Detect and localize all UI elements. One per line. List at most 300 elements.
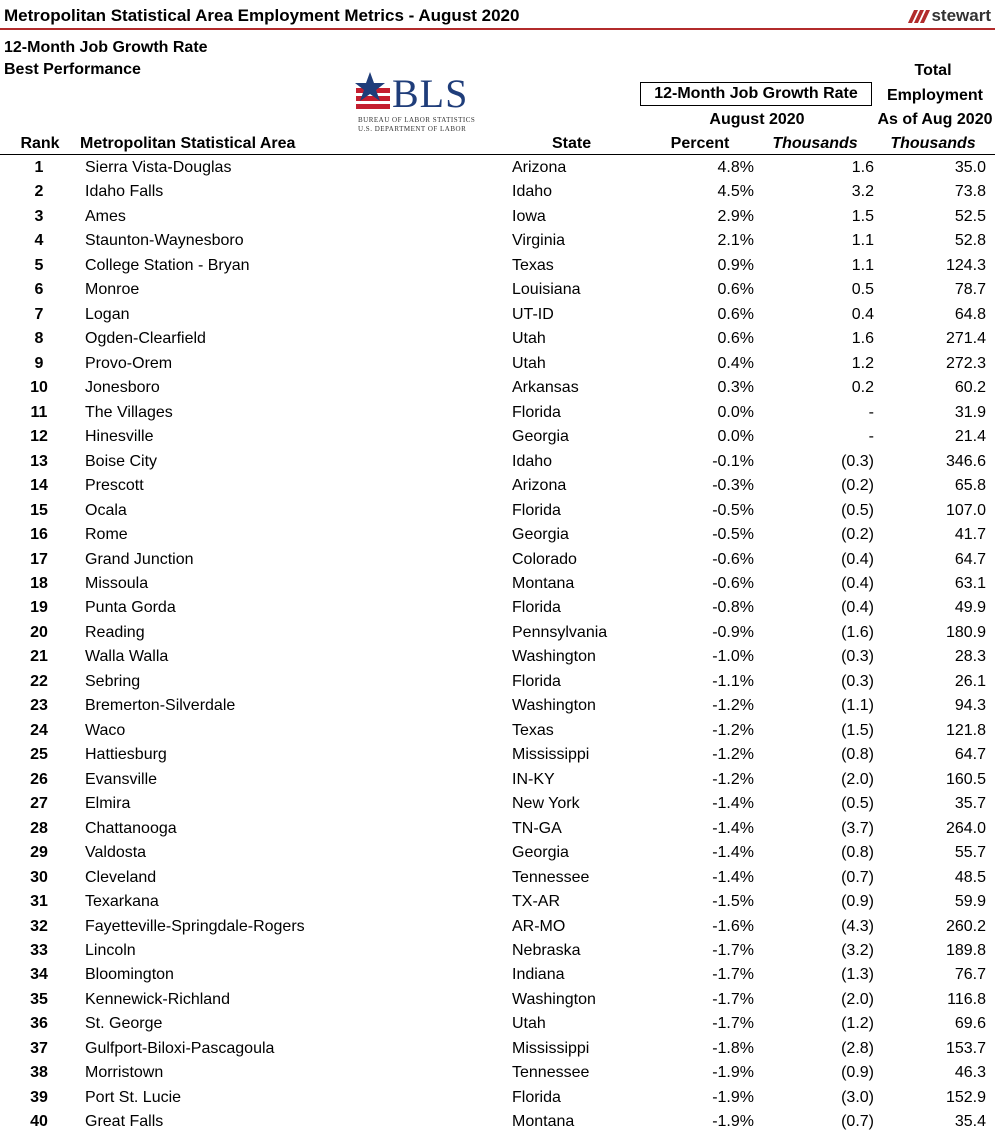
area-cell: Punta Gorda xyxy=(85,599,176,617)
table-row xyxy=(0,694,995,718)
stewart-logo xyxy=(911,6,991,26)
subtitle-best-performance: Best Performance xyxy=(4,61,141,78)
percent-cell: 0.6% xyxy=(717,305,754,323)
state-cell: Arizona xyxy=(512,477,567,495)
total-cell: 78.7 xyxy=(954,281,986,299)
table-row xyxy=(0,229,995,253)
percent-cell: 0.4% xyxy=(717,354,754,372)
area-cell: Sierra Vista-Douglas xyxy=(85,159,232,176)
rank-cell: 15 xyxy=(30,501,48,519)
table-row xyxy=(0,180,995,204)
growth-rate-group-header: 12-Month Job Growth Rate xyxy=(640,82,872,106)
rank-cell: 13 xyxy=(30,452,48,470)
rank-cell: 11 xyxy=(30,403,48,421)
area-cell: Idaho Falls xyxy=(85,183,164,201)
thousands-cell: (0.3) xyxy=(841,452,874,470)
table-row xyxy=(0,156,995,180)
rank-cell: 3 xyxy=(34,207,44,225)
percent-cell: 0.3% xyxy=(717,379,754,397)
subtitle-growth-rate: 12-Month Job Growth Rate xyxy=(4,39,208,56)
area-cell: Elmira xyxy=(85,795,131,813)
brand-name: stewart xyxy=(931,6,991,25)
total-cell: 35.7 xyxy=(954,795,986,813)
total-cell: 26.1 xyxy=(954,672,986,690)
table-row xyxy=(0,523,995,547)
state-cell: Virginia xyxy=(512,232,566,250)
state-cell: Tennessee xyxy=(512,868,590,886)
total-cell: 153.7 xyxy=(945,1039,986,1057)
thousands-cell: 0.2 xyxy=(851,379,874,397)
total-cell: 55.7 xyxy=(954,844,986,862)
rank-cell: 4 xyxy=(34,232,44,250)
area-cell: Port St. Lucie xyxy=(85,1088,182,1106)
thousands-cell: 1.2 xyxy=(851,354,874,372)
rank-cell: 22 xyxy=(30,672,48,690)
bls-logo xyxy=(350,70,480,134)
table-row xyxy=(0,548,995,572)
total-cell: 189.8 xyxy=(945,942,986,959)
area-cell: Monroe xyxy=(85,281,140,299)
rank-cell: 30 xyxy=(30,868,48,886)
percent-cell: -1.2% xyxy=(712,746,754,764)
percent-cell: -0.8% xyxy=(712,599,754,617)
state-cell: Florida xyxy=(512,1088,561,1106)
total-cell: 107.0 xyxy=(945,501,986,519)
rank-cell: 25 xyxy=(30,746,48,764)
state-cell: Idaho xyxy=(512,452,553,470)
area-cell: College Station - Bryan xyxy=(85,256,250,274)
rank-cell: 1 xyxy=(34,159,44,176)
thousands-cell: 0.4 xyxy=(851,305,874,323)
thousands-cell: (0.4) xyxy=(841,599,874,617)
table-row xyxy=(0,963,995,987)
state-cell: Washington xyxy=(512,990,596,1008)
thousands-cell: (2.0) xyxy=(841,990,874,1008)
percent-cell: -1.6% xyxy=(712,917,754,935)
area-cell: Great Falls xyxy=(85,1113,164,1131)
state-cell: Utah xyxy=(512,1015,546,1033)
thousands-cell: (1.1) xyxy=(841,697,874,715)
table-row xyxy=(0,572,995,596)
table-row xyxy=(0,1110,995,1134)
percent-cell: 0.9% xyxy=(717,256,754,274)
table-row xyxy=(0,499,995,523)
table-row xyxy=(0,1086,995,1110)
thousands-cell: (1.6) xyxy=(841,623,874,641)
state-cell: Colorado xyxy=(512,550,577,568)
total-cell: 264.0 xyxy=(945,819,986,837)
area-header: Metropolitan Statistical Area xyxy=(80,135,296,152)
rank-cell: 32 xyxy=(30,917,48,935)
thousands-cell: (0.7) xyxy=(841,1113,874,1131)
percent-cell: 2.9% xyxy=(717,207,754,225)
state-cell: Nebraska xyxy=(512,942,581,959)
thousands-cell: 1.1 xyxy=(851,232,874,250)
table-row xyxy=(0,1012,995,1036)
total-cell: 59.9 xyxy=(954,893,986,911)
thousands-header: Thousands xyxy=(772,135,858,152)
area-cell: Gulfport-Biloxi-Pascagoula xyxy=(85,1039,275,1057)
thousands-cell: (3.0) xyxy=(841,1088,874,1106)
bls-subtitle-department: U.S. DEPARTMENT OF LABOR xyxy=(358,125,467,133)
table-row xyxy=(0,939,995,963)
percent-cell: -1.4% xyxy=(712,844,754,862)
area-cell: Missoula xyxy=(85,574,149,592)
rank-cell: 14 xyxy=(30,477,48,495)
percent-cell: -0.6% xyxy=(712,574,754,592)
area-cell: Evansville xyxy=(85,770,158,788)
area-cell: Bremerton-Silverdale xyxy=(85,697,236,715)
thousands-cell: (0.9) xyxy=(841,893,874,911)
total-cell: 21.4 xyxy=(954,428,986,446)
area-cell: Ogden-Clearfield xyxy=(85,330,206,348)
rank-cell: 18 xyxy=(30,574,48,592)
total-cell: 64.7 xyxy=(954,746,986,764)
total-cell: 46.3 xyxy=(954,1064,986,1082)
total-cell: 124.3 xyxy=(945,256,986,274)
rank-cell: 23 xyxy=(30,697,48,715)
table-row xyxy=(0,596,995,620)
percent-cell: -1.7% xyxy=(712,942,754,959)
area-cell: Provo-Orem xyxy=(85,354,173,372)
thousands-cell: (0.8) xyxy=(841,746,874,764)
table-row xyxy=(0,988,995,1012)
table-row xyxy=(0,841,995,865)
area-cell: Boise City xyxy=(85,452,158,470)
msa-table-body xyxy=(0,156,995,1135)
total-header-1: Total xyxy=(914,62,952,79)
area-cell: Prescott xyxy=(85,477,144,495)
total-header-3: As of Aug 2020 xyxy=(877,111,993,128)
rank-cell: 26 xyxy=(30,770,48,788)
percent-cell: -1.7% xyxy=(712,990,754,1008)
total-thousands-header: Thousands xyxy=(890,135,976,152)
thousands-cell: 1.6 xyxy=(851,159,874,176)
total-cell: 28.3 xyxy=(954,648,986,666)
area-cell: Staunton-Waynesboro xyxy=(85,232,244,250)
percent-cell: 0.6% xyxy=(717,281,754,299)
state-cell: Mississippi xyxy=(512,1039,590,1057)
state-header: State xyxy=(552,135,592,152)
state-cell: Utah xyxy=(512,354,546,372)
table-row xyxy=(0,621,995,645)
total-cell: 346.6 xyxy=(945,452,986,470)
rank-cell: 36 xyxy=(30,1015,48,1033)
area-cell: Waco xyxy=(85,721,126,739)
area-cell: The Villages xyxy=(85,403,173,421)
total-cell: 180.9 xyxy=(945,623,986,641)
area-cell: Hinesville xyxy=(85,428,154,446)
area-cell: Logan xyxy=(85,305,130,323)
state-cell: Arizona xyxy=(512,159,567,176)
area-cell: Texarkana xyxy=(85,893,159,911)
rank-cell: 17 xyxy=(30,550,48,568)
thousands-cell: (0.5) xyxy=(841,795,874,813)
percent-cell: -1.2% xyxy=(712,770,754,788)
total-cell: 116.8 xyxy=(947,990,986,1008)
area-cell: Walla Walla xyxy=(85,648,169,666)
state-cell: IN-KY xyxy=(512,770,555,788)
total-cell: 94.3 xyxy=(954,697,986,715)
title-bar xyxy=(0,0,995,30)
table-row xyxy=(0,1061,995,1085)
thousands-cell: (3.7) xyxy=(841,819,874,837)
thousands-cell: (0.2) xyxy=(841,526,874,544)
table-row xyxy=(0,376,995,400)
table-row xyxy=(0,401,995,425)
state-cell: Georgia xyxy=(512,526,569,544)
percent-cell: -0.5% xyxy=(712,501,754,519)
thousands-cell: 0.5 xyxy=(851,281,874,299)
thousands-cell: (0.4) xyxy=(841,574,874,592)
rank-cell: 40 xyxy=(30,1113,48,1131)
area-cell: Ocala xyxy=(85,501,127,519)
percent-cell: -1.9% xyxy=(712,1088,754,1106)
area-cell: Rome xyxy=(85,526,128,544)
rank-cell: 38 xyxy=(30,1064,48,1082)
state-cell: AR-MO xyxy=(512,917,566,935)
total-cell: 64.8 xyxy=(954,305,986,323)
thousands-cell: (0.2) xyxy=(841,477,874,495)
state-cell: Washington xyxy=(512,648,596,666)
percent-cell: -0.1% xyxy=(712,452,754,470)
percent-cell: -1.4% xyxy=(712,868,754,886)
state-cell: Florida xyxy=(512,501,561,519)
area-cell: Hattiesburg xyxy=(85,746,167,764)
state-cell: Florida xyxy=(512,599,561,617)
table-row xyxy=(0,792,995,816)
thousands-cell: (0.9) xyxy=(841,1064,874,1082)
thousands-cell: (0.5) xyxy=(841,501,874,519)
state-cell: Florida xyxy=(512,672,561,690)
rank-cell: 5 xyxy=(34,256,44,274)
rank-header: Rank xyxy=(20,135,60,152)
state-cell: Utah xyxy=(512,330,546,348)
area-cell: Ames xyxy=(85,207,126,225)
percent-cell: -1.1% xyxy=(712,672,754,690)
total-cell: 73.8 xyxy=(954,183,986,201)
state-cell: Arkansas xyxy=(512,379,579,397)
thousands-cell: (0.4) xyxy=(841,550,874,568)
percent-cell: 4.5% xyxy=(717,183,754,201)
state-cell: Indiana xyxy=(512,966,565,984)
percent-cell: -1.7% xyxy=(712,966,754,984)
bls-wordmark: BLS xyxy=(392,71,469,116)
thousands-cell: (1.2) xyxy=(841,1015,874,1033)
percent-cell: -1.9% xyxy=(712,1064,754,1082)
state-cell: New York xyxy=(512,795,580,813)
percent-cell: -1.0% xyxy=(712,648,754,666)
area-cell: Morristown xyxy=(85,1064,164,1082)
thousands-cell: 1.1 xyxy=(851,256,874,274)
area-cell: Reading xyxy=(85,623,145,641)
table-row xyxy=(0,474,995,498)
state-cell: Louisiana xyxy=(512,281,581,299)
state-cell: Idaho xyxy=(512,183,553,201)
area-cell: Kennewick-Richland xyxy=(85,990,230,1008)
total-cell: 60.2 xyxy=(954,379,986,397)
total-cell: 52.5 xyxy=(954,207,986,225)
table-row xyxy=(0,670,995,694)
total-cell: 271.4 xyxy=(945,330,986,348)
period-header: August 2020 xyxy=(709,111,805,128)
table-row xyxy=(0,768,995,792)
table-row xyxy=(0,645,995,669)
rank-cell: 2 xyxy=(34,183,44,201)
table-row xyxy=(0,278,995,302)
state-cell: TX-AR xyxy=(512,893,560,911)
total-cell: 272.3 xyxy=(945,354,986,372)
total-header-2: Employment xyxy=(886,87,983,104)
total-cell: 65.8 xyxy=(954,477,986,495)
rank-cell: 33 xyxy=(30,942,48,959)
percent-cell: -1.4% xyxy=(712,795,754,813)
thousands-cell: - xyxy=(868,428,874,446)
header-divider xyxy=(0,154,995,155)
table-row xyxy=(0,352,995,376)
state-cell: Iowa xyxy=(512,207,546,225)
rank-cell: 34 xyxy=(30,966,48,984)
total-cell: 76.7 xyxy=(954,966,986,984)
table-row xyxy=(0,1037,995,1061)
rank-cell: 21 xyxy=(30,648,48,666)
area-cell: Valdosta xyxy=(85,844,147,862)
total-cell: 48.5 xyxy=(954,868,986,886)
state-cell: Montana xyxy=(512,574,575,592)
rank-cell: 12 xyxy=(30,428,48,446)
area-cell: St. George xyxy=(85,1015,163,1033)
state-cell: Georgia xyxy=(512,844,569,862)
area-cell: Lincoln xyxy=(85,942,136,959)
thousands-cell: 1.5 xyxy=(851,207,874,225)
thousands-cell: (0.8) xyxy=(841,844,874,862)
area-cell: Cleveland xyxy=(85,868,157,886)
area-cell: Chattanooga xyxy=(85,819,177,837)
total-cell: 35.0 xyxy=(954,159,986,176)
area-cell: Grand Junction xyxy=(85,550,194,568)
percent-cell: -1.4% xyxy=(712,819,754,837)
total-cell: 260.2 xyxy=(945,917,986,935)
table-row xyxy=(0,866,995,890)
total-cell: 41.7 xyxy=(954,526,986,544)
area-cell: Fayetteville-Springdale-Rogers xyxy=(85,917,305,935)
bls-subtitle-bureau: BUREAU OF LABOR STATISTICS xyxy=(358,116,476,124)
thousands-cell: (1.5) xyxy=(841,721,874,739)
table-row xyxy=(0,915,995,939)
rank-cell: 37 xyxy=(30,1039,48,1057)
percent-cell: 2.1% xyxy=(717,232,754,250)
state-cell: Texas xyxy=(512,256,554,274)
rank-cell: 29 xyxy=(30,844,48,862)
state-cell: Tennessee xyxy=(512,1064,590,1082)
thousands-cell: (2.0) xyxy=(841,770,874,788)
total-cell: 49.9 xyxy=(954,599,986,617)
percent-header: Percent xyxy=(670,135,730,152)
total-cell: 63.1 xyxy=(954,574,986,592)
table-row xyxy=(0,425,995,449)
thousands-cell: (2.8) xyxy=(841,1039,874,1057)
state-cell: TN-GA xyxy=(512,819,562,837)
rank-cell: 7 xyxy=(34,305,44,323)
thousands-cell: - xyxy=(868,403,874,421)
total-cell: 121.8 xyxy=(945,721,986,739)
state-cell: Georgia xyxy=(512,428,569,446)
area-cell: Bloomington xyxy=(85,966,174,984)
stewart-slash-icon xyxy=(911,10,929,23)
percent-cell: 0.0% xyxy=(717,403,754,421)
percent-cell: -1.2% xyxy=(712,697,754,715)
table-row xyxy=(0,303,995,327)
state-cell: Mississippi xyxy=(512,746,590,764)
area-cell: Sebring xyxy=(85,672,141,690)
rank-cell: 35 xyxy=(30,990,48,1008)
thousands-cell: (0.3) xyxy=(841,672,874,690)
percent-cell: -0.6% xyxy=(712,550,754,568)
percent-cell: -0.3% xyxy=(712,477,754,495)
percent-cell: -1.9% xyxy=(712,1113,754,1131)
thousands-cell: 1.6 xyxy=(851,330,874,348)
page-title: Metropolitan Statistical Area Employment Metrics - August 2020 xyxy=(4,6,520,25)
table-row xyxy=(0,719,995,743)
table-row xyxy=(0,327,995,351)
state-cell: Pennsylvania xyxy=(512,623,608,641)
bls-star-icon xyxy=(350,70,394,114)
percent-cell: -1.2% xyxy=(712,721,754,739)
state-cell: UT-ID xyxy=(512,305,554,323)
state-cell: Texas xyxy=(512,721,554,739)
table-row xyxy=(0,450,995,474)
area-cell: Jonesboro xyxy=(85,379,160,397)
percent-cell: 0.6% xyxy=(717,330,754,348)
rank-cell: 8 xyxy=(34,330,44,348)
rank-cell: 16 xyxy=(30,526,48,544)
total-cell: 160.5 xyxy=(945,770,986,788)
thousands-cell: (0.7) xyxy=(841,868,874,886)
state-cell: Washington xyxy=(512,697,596,715)
percent-cell: -0.5% xyxy=(712,526,754,544)
rank-cell: 28 xyxy=(30,819,48,837)
table-row xyxy=(0,205,995,229)
percent-cell: 4.8% xyxy=(717,159,754,176)
percent-cell: -1.7% xyxy=(712,1015,754,1033)
table-row xyxy=(0,817,995,841)
total-cell: 152.9 xyxy=(945,1088,986,1106)
rank-cell: 6 xyxy=(34,281,44,299)
thousands-cell: (1.3) xyxy=(841,966,874,984)
state-cell: Montana xyxy=(512,1113,575,1131)
thousands-cell: (3.2) xyxy=(841,942,874,959)
total-cell: 69.6 xyxy=(954,1015,986,1033)
state-cell: Florida xyxy=(512,403,561,421)
percent-cell: 0.0% xyxy=(717,428,754,446)
rank-cell: 39 xyxy=(30,1088,48,1106)
thousands-cell: (4.3) xyxy=(841,917,874,935)
total-cell: 31.9 xyxy=(954,403,986,421)
rank-cell: 31 xyxy=(30,893,48,911)
rank-cell: 24 xyxy=(30,721,48,739)
total-cell: 35.4 xyxy=(954,1113,986,1131)
rank-cell: 19 xyxy=(30,599,48,617)
thousands-cell: (0.3) xyxy=(841,648,874,666)
percent-cell: -0.9% xyxy=(712,623,754,641)
rank-cell: 9 xyxy=(34,354,44,372)
table-row xyxy=(0,743,995,767)
thousands-cell: 3.2 xyxy=(851,183,874,201)
total-cell: 52.8 xyxy=(954,232,986,250)
rank-cell: 27 xyxy=(30,795,48,813)
percent-cell: -1.8% xyxy=(712,1039,754,1057)
table-row xyxy=(0,254,995,278)
